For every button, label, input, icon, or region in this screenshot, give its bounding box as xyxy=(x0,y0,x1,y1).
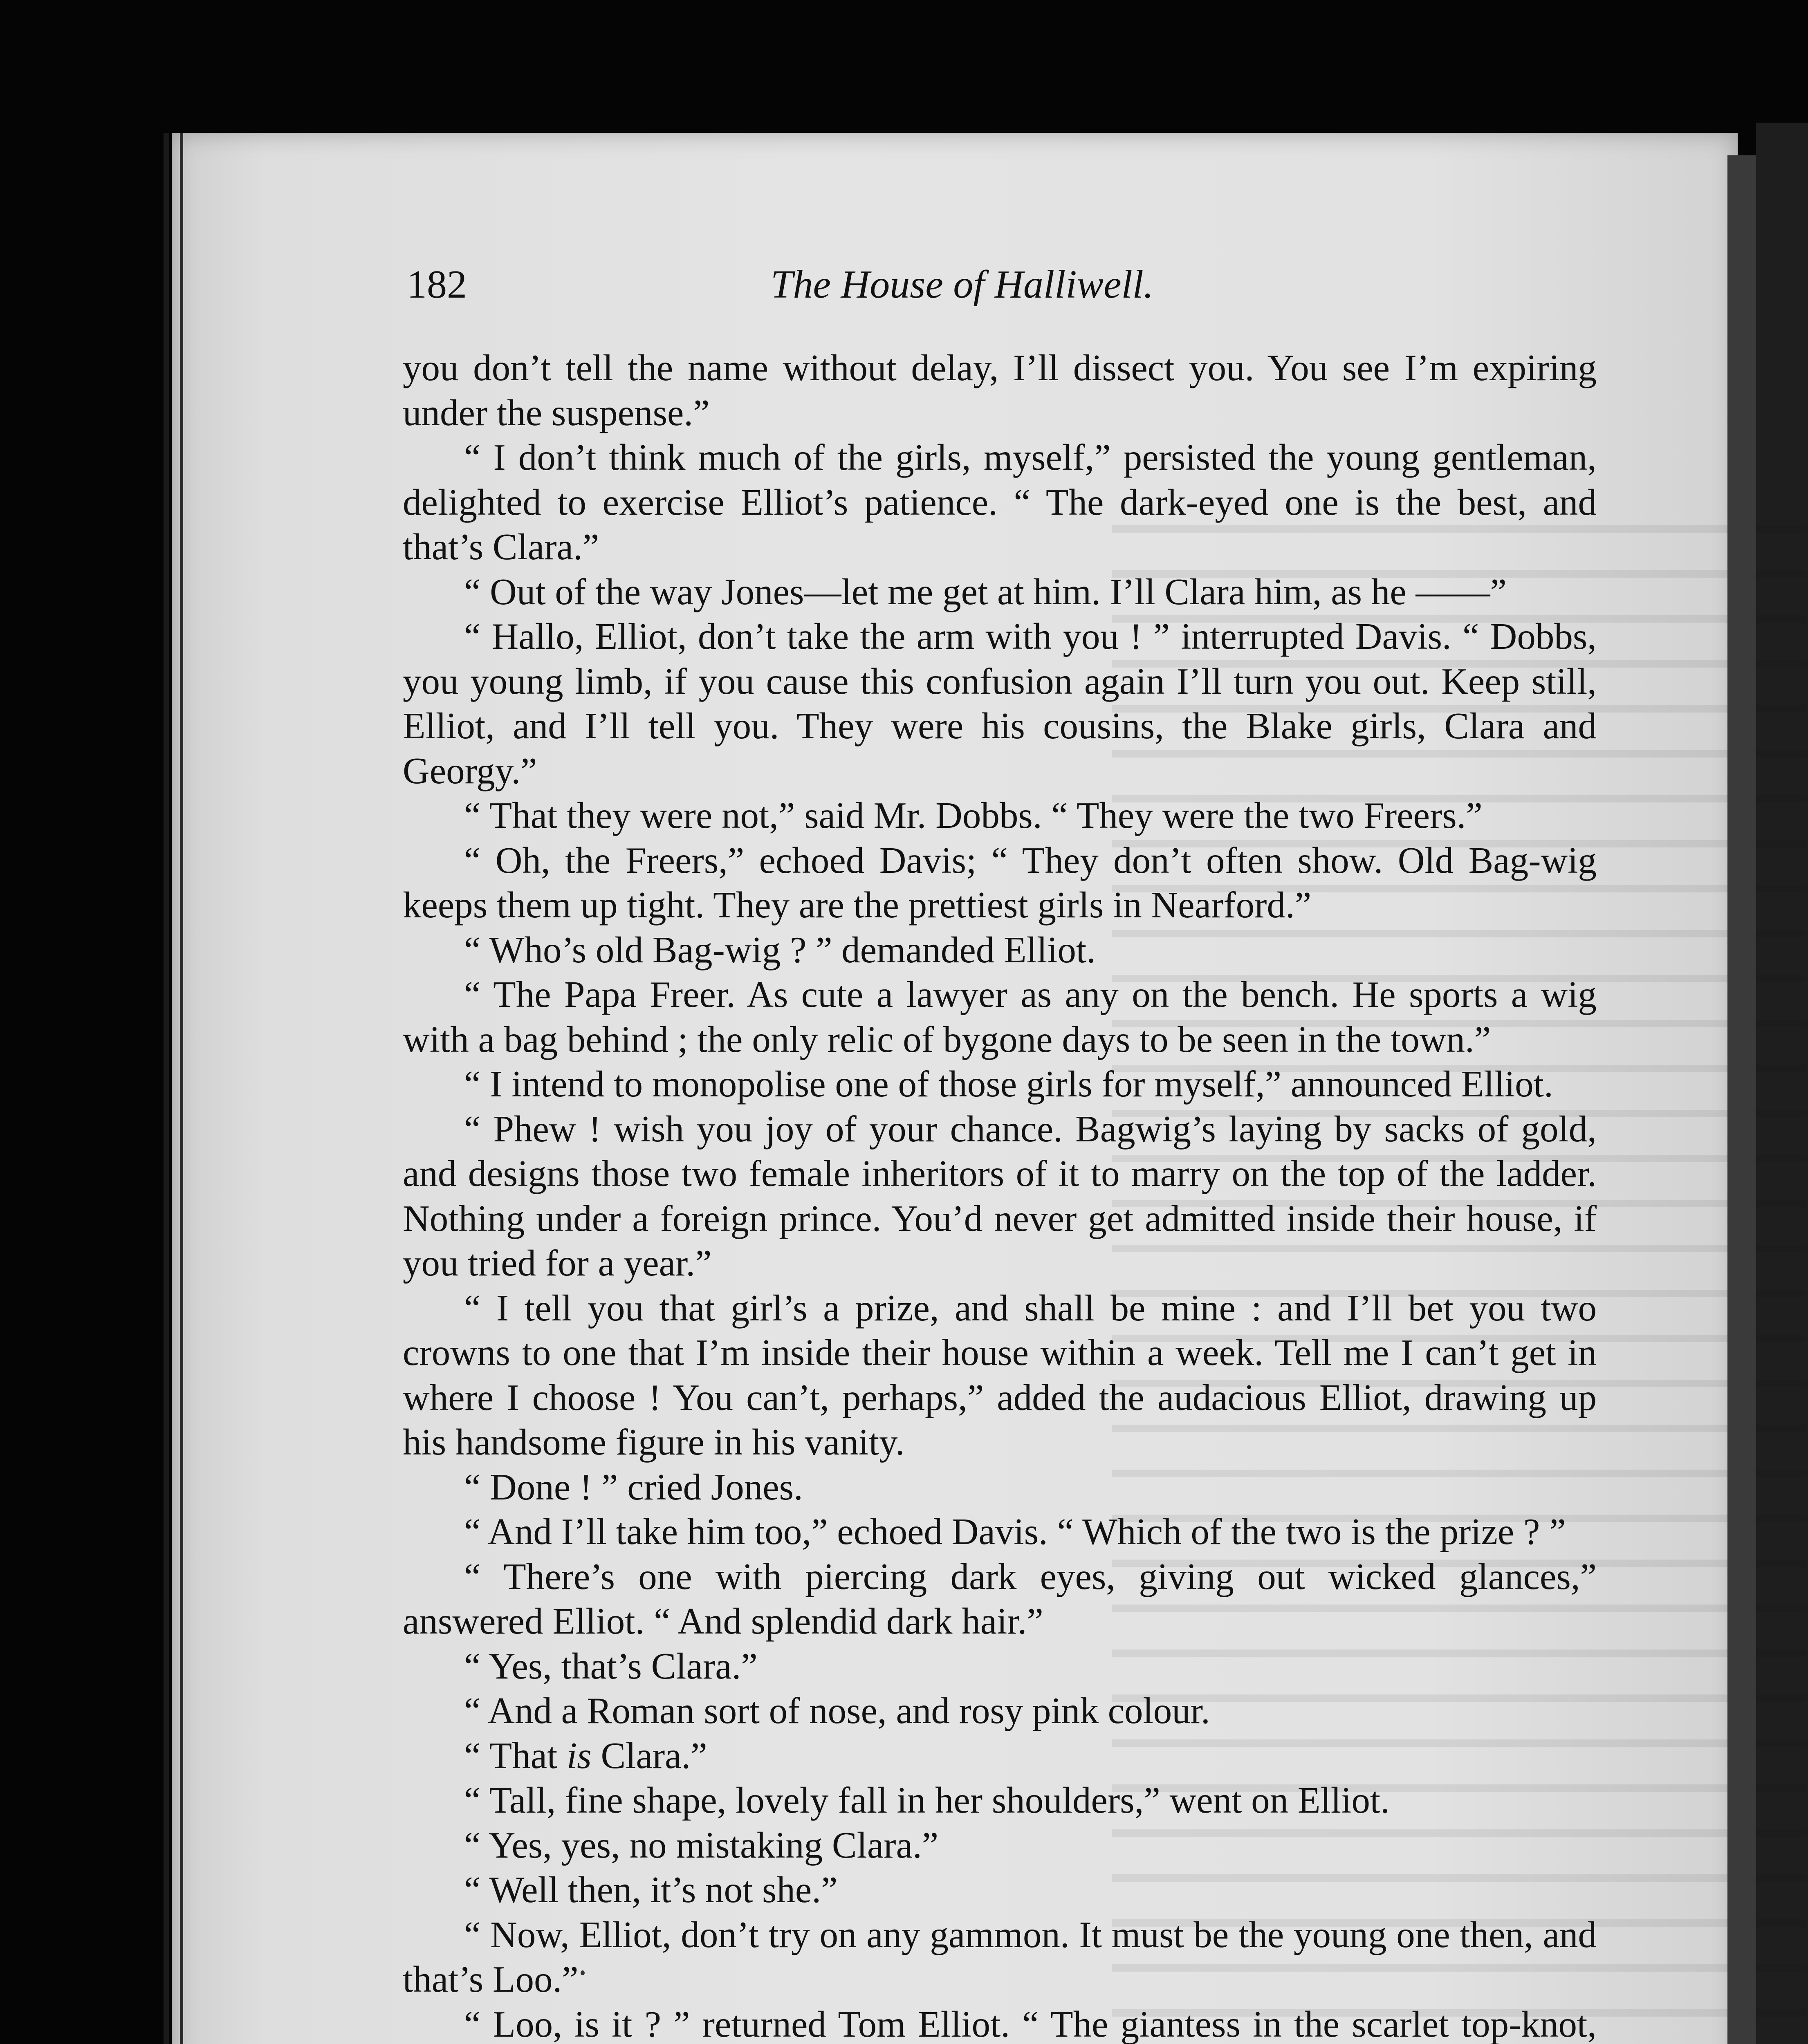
paragraph: “ Who’s old Bag-wig ? ” demanded Elliot. xyxy=(464,929,1096,970)
running-title: The House of Halliwell. xyxy=(771,262,1154,307)
binding-shadow xyxy=(164,133,169,2044)
paragraph: “ That they were not,” said Mr. Dobbs. “ They were the two Freers.” xyxy=(464,795,1483,836)
body-text xyxy=(403,345,1597,2044)
paragraph: you don’t tell the name without delay, I’ll dissect you. You see I’m expiring under the suspense.” xyxy=(403,347,1597,433)
paragraph: “ Oh, the Freers,” echoed Davis; “ They don’t often show. Old Bag-wig keeps them up tight. They are the prettiest girls in Nearford.” xyxy=(403,839,1597,926)
paragraph: “ Out of the way Jones—let me get at him. I’ll Clara him, as he ——” xyxy=(464,571,1507,612)
page-header xyxy=(407,262,1593,315)
paragraph: “ And I’ll take him too,” echoed Davis. “ Which of the two is the prize ? ” xyxy=(464,1511,1566,1552)
paragraph: “ I don’t think much of the girls, myself,” persisted the young gentleman, delighted to exercise Elliot’s patience. “ The dark-eyed one is the best, and that’s Clara.” xyxy=(403,437,1597,567)
paragraph: “ Phew ! wish you joy of your chance. Bagwig’s laying by sacks of gold, and designs those two female inheritors of it to marry on the top of the ladder. Nothing under a foreign prince. You’d never get admitted inside their house, if you tried for a year.” xyxy=(403,1108,1597,1284)
binding-shadow-inner xyxy=(180,133,183,2044)
paragraph: “ The Papa Freer. As cute a lawyer as any on the bench. He sports a wig with a bag behind ; the only relic of bygone days to be seen in the town.” xyxy=(403,974,1597,1060)
paragraph: “ Well then, it’s not she.” xyxy=(464,1869,838,1910)
paragraph: “ Tall, fine shape, lovely fall in her shoulders,” went on Elliot. xyxy=(464,1780,1390,1821)
paragraph: “ Done ! ” cried Jones. xyxy=(464,1466,803,1508)
paragraph: “ Hallo, Elliot, don’t take the arm with you ! ” interrupted Davis. “ Dobbs, you young limb, if you cause this confusion again I’ll turn you out. Keep still, Elliot, and I’ll tell you. They were his cousins, the Blake girls, Clara and Georgy.” xyxy=(403,616,1597,791)
paragraph: “ Yes, yes, no mistaking Clara.” xyxy=(464,1824,939,1866)
paragraph: “ That is Clara.” xyxy=(464,1735,707,1776)
paragraph: “ Yes, that’s Clara.” xyxy=(464,1645,758,1687)
paragraph: “ There’s one with piercing dark eyes, giving out wicked glances,” answered Elliot. “ And splendid dark hair.” xyxy=(403,1555,1597,1642)
paragraph: “ Loo, is it ? ” returned Tom Elliot. “ The giantess in the scarlet top-knot, xyxy=(464,2003,1597,2044)
ink-speck xyxy=(581,1970,585,1975)
paragraph: “ And a Roman sort of nose, and rosy pink colour. xyxy=(464,1690,1210,1731)
page-right-edge xyxy=(1727,155,1756,2044)
page-number: 182 xyxy=(407,262,467,307)
paragraph: “ I intend to monopolise one of those girls for myself,” announced Elliot. xyxy=(464,1063,1553,1105)
paragraph: “ I tell you that girl’s a prize, and shall be mine : and I’ll bet you two crowns to one that I’m inside their house within a week. Tell me I can’t get in where I choose ! You can’t, perhaps,” added the audacious Elliot, drawing up his handsome figure in his vanity. xyxy=(403,1287,1597,1463)
paragraph: “ Now, Elliot, don’t try on any gammon. It must be the young one then, and that’s Loo.” xyxy=(403,1914,1597,2000)
